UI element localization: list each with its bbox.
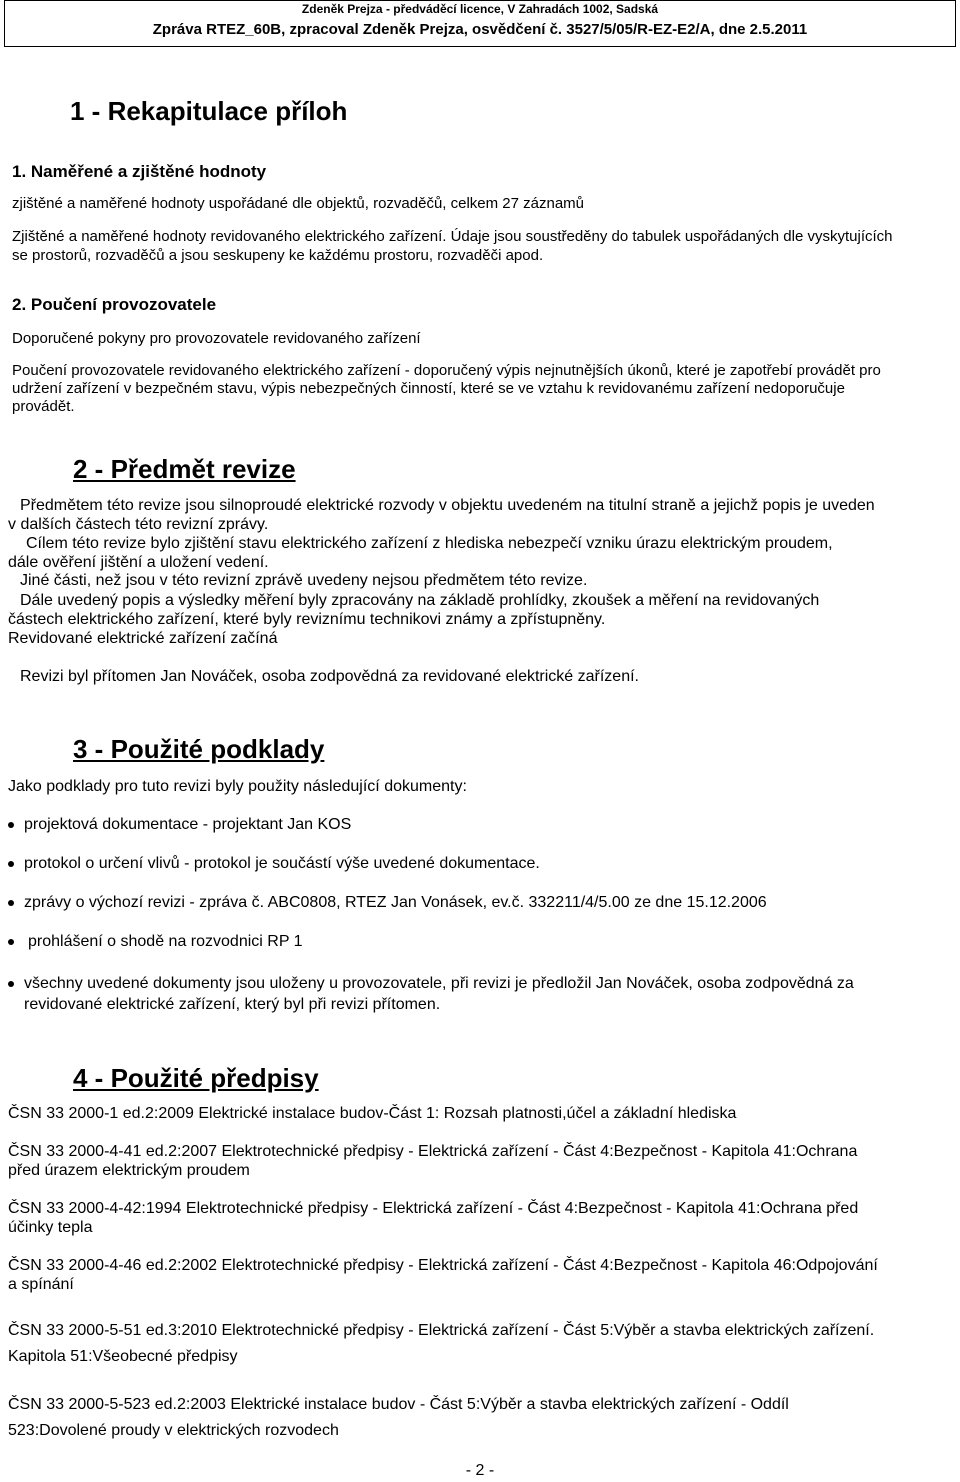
norm-item-4-line-2: a spínání [8,1276,74,1293]
section1-title: 1 - Rekapitulace příloh [70,96,348,126]
bullet-icon [8,981,14,987]
section3-title: 3 - Použité podklady [73,734,325,764]
norm-item-2-line-2: před úrazem elektrickým proudem [8,1162,250,1179]
section2-line-2: v dalších částech této revizní zprávy. [8,516,269,533]
section2-line-1: Předmětem této revize jsou silnoproudé elektrické rozvody v objektu uvedeném na titulní straně a jejichž popis je uveden [20,497,875,514]
norm-item-2-line-1: ČSN 33 2000-4-41 ed.2:2007 Elektrotechnické předpisy - Elektrická zařízení - Část 4:Bezpečnost - Kapitola 41:Ochrana [8,1143,858,1160]
source-item-4: prohlášení o shodě na rozvodnici RP 1 [28,933,303,950]
sub1-para-1: Zjištěné a naměřené hodnoty revidovaného elektrického zařízení. Údaje jsou soustředěny do tabulek uspořádaných dle vyskytujících [12,228,893,245]
bullet-icon [8,822,14,828]
sub1-para-2: se prostorů, rozvaděčů a jsou seskupeny ke každému prostoru, rozvaděči apod. [12,247,544,264]
source-item-2: protokol o určení vlivů - protokol je součástí výše uvedené dokumentace. [24,855,540,872]
norm-item-6-line-1: ČSN 33 2000-5-523 ed.2:2003 Elektrické instalace budov - Část 5:Výběr a stavba elektrických zařízení - Oddíl [8,1396,789,1413]
sub2-para-2: udržení zařízení v bezpečném stavu, výpis nebezpečných činností, které se ve vztahu k revidovanému zařízení nedoporučuje [12,380,845,397]
sub2-para-1: Poučení provozovatele revidovaného elektrického zařízení - doporučený výpis nejnutnějších úkonů, které je zapotřebí provádět pro [12,362,881,379]
bullet-icon [8,939,14,945]
sub1-title: 1. Naměřené a zjištěné hodnoty [12,162,267,181]
section4-title: 4 - Použité předpisy [73,1063,319,1093]
bullet-icon [8,900,14,906]
section2-line-7: částech elektrického zařízení, které byly reviznímu technikovi známy a zpřístupněny. [8,611,606,628]
norm-item-3-line-1: ČSN 33 2000-4-42:1994 Elektrotechnické předpisy - Elektrická zařízení - Část 4:Bezpečnost - Kapitola 41:Ochrana před [8,1200,859,1217]
sub2-title: 2. Poučení provozovatele [12,295,217,314]
norm-item-5-line-1: ČSN 33 2000-5-51 ed.3:2010 Elektrotechnické předpisy - Elektrická zařízení - Část 5:Výběr a stavba elektrických zařízení. [8,1322,875,1339]
section2-line-4: dále ověření jištění a uložení vedení. [8,554,269,571]
header-line-2: Zpráva RTEZ_60B, zpracoval Zdeněk Prejza, osvědčení č. 3527/5/05/R-EZ-E2/A, dne 2.5.2011 [152,21,808,38]
page-number: - 2 - [465,1462,495,1479]
sub2-para-3: provádět. [12,398,75,415]
sub2-line: Doporučené pokyny pro provozovatele revidovaného zařízení [12,330,421,347]
section2-line-5: Jiné části, než jsou v této revizní zprávě uvedeny nejsou předmětem této revize. [20,572,588,589]
page-header [4,0,956,47]
norm-item-1: ČSN 33 2000-1 ed.2:2009 Elektrické instalace budov-Část 1: Rozsah platnosti,účel a základní hlediska [8,1105,737,1122]
section3-intro: Jako podklady pro tuto revizi byly použity následující dokumenty: [8,778,467,795]
section2-line-3: Cílem této revize bylo zjištění stavu elektrického zařízení z hlediska nebezpečí vzniku úrazu elektrickým proudem, [26,535,833,552]
norm-item-6-line-2: 523:Dovolené proudy v elektrických rozvodech [8,1422,339,1439]
source-item-1: projektová dokumentace - projektant Jan KOS [24,816,352,833]
header-line-1: Zdeněk Prejza - předváděcí licence, V Zahradách 1002, Sadská [301,2,659,16]
sub1-line: zjištěné a naměřené hodnoty uspořádané dle objektů, rozvaděčů, celkem 27 záznamů [12,195,585,212]
source-item-5-line-2: revidované elektrické zařízení, který byl při revizi přítomen. [24,996,441,1013]
section2-title: 2 - Předmět revize [73,454,296,484]
section2-line-6: Dále uvedený popis a výsledky měření byly zpracovány na základě prohlídky, zkoušek a měření na revidovaných [20,592,820,609]
source-item-3: zprávy o výchozí revizi - zpráva č. ABC0808, RTEZ Jan Vonásek, ev.č. 332211/4/5.00 ze dne 15.12.2006 [24,894,767,911]
norm-item-3-line-2: účinky tepla [8,1219,93,1236]
source-item-5-line-1: všechny uvedené dokumenty jsou uloženy u provozovatele, při revizi je předložil Jan Nováček, osoba zodpovědná za [24,975,854,992]
section2-present: Revizi byl přítomen Jan Nováček, osoba zodpovědná za revidované elektrické zařízení. [20,668,639,685]
bullet-icon [8,861,14,867]
norm-item-5-line-2: Kapitola 51:Všeobecné předpisy [8,1348,238,1365]
norm-item-4-line-1: ČSN 33 2000-4-46 ed.2:2002 Elektrotechnické předpisy - Elektrická zařízení - Část 4:Bezpečnost - Kapitola 46:Odpojování [8,1257,878,1274]
section2-line-8: Revidované elektrické zařízení začíná [8,630,278,647]
